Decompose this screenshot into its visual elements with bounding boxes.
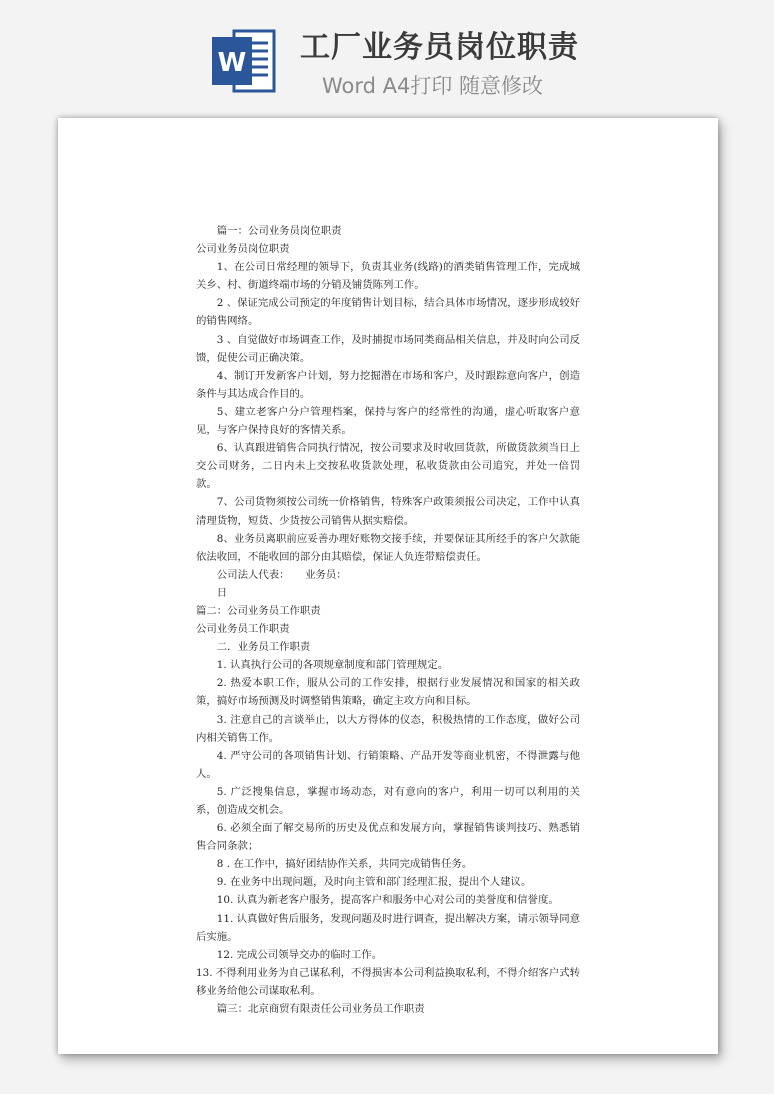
document-body [196,222,580,1018]
document-paragraph: 5. 广泛搜集信息，掌握市场动态，对有意向的客户，利用一切可以利用的关系，创造成交机会。 [196,785,580,816]
document-paragraph: 日 [216,586,228,599]
document-paragraph: 12. 完成公司领导交办的临时工作。 [216,948,383,961]
word-document-icon [208,25,280,97]
document-paragraph: 二．业务员工作职责 [216,641,311,654]
document-paragraph: 公司业务员岗位职责 [196,243,290,256]
document-paragraph: 8 . 在工作中，搞好团结协作关系，共同完成销售任务。 [216,858,473,871]
document-paragraph: 3 、自觉做好市场调查工作，及时捕捉市场同类商品相关信息，并及时向公司反馈，促使公司正确决策。 [196,333,580,364]
document-paragraph: 7、公司货物须按公司统一价格销售，特殊客户政策须报公司决定，工作中认真清理货物，短货、少货按公司销售从据实赔偿。 [196,496,580,527]
document-paragraph: 公司法人代表： 业务员： [216,568,347,581]
document-page [58,118,718,1054]
document-paragraph: 4、制订开发新客户计划，努力挖掘潜在市场和客户，及时跟踪意向客户，创造条件与其达成合作目的。 [196,369,580,400]
document-paragraph: 11. 认真做好售后服务，发现问题及时进行调查，提出解决方案，请示领导同意后实施。 [196,912,580,943]
document-paragraph: 1. 认真执行公司的各项规章制度和部门管理规定。 [216,659,449,672]
document-paragraph: 2. 热爱本职工作，服从公司的工作安排，根据行业发展情况和国家的相关政策，搞好市场预测及时调整销售策略，确定主攻方向和目标。 [196,677,580,708]
document-paragraph: 篇二：公司业务员工作职责 [196,604,321,617]
document-paragraph: 8、业务员离职前应妥善办理好账物交接手续，并要保证其所经手的客户欠款能依法收回，不能收回的部分由其赔偿，保证人负连带赔偿责任。 [196,532,580,563]
header-banner [0,0,774,118]
banner-title: 工厂业务员岗位职责 [300,30,579,65]
document-paragraph: 3. 注意自己的言谈举止，以大方得体的仪态，积极热情的工作态度，做好公司内相关销售工作。 [196,713,580,744]
document-paragraph: 6、认真跟进销售合同执行情况，按公司要求及时收回货款，所做货款须当日上交公司财务，二日内未上交按私收货款处理，私收货款由公司追究，并处一倍罚款。 [196,442,580,491]
document-paragraph: 5、建立老客户分户管理档案，保持与客户的经常性的沟通，虚心听取客户意见，与客户保持良好的客情关系。 [196,405,580,437]
document-paragraph: 2 、保证完成公司预定的年度销售计划目标，结合具体市场情况，逐步形成较好的销售网络。 [196,297,580,328]
document-paragraph: 篇一：公司业务员岗位职责 [216,225,342,237]
word-icon-letter: W [217,48,247,78]
document-paragraph: 13. 不得利用业务为自己谋私利，不得损害本公司利益换取私利，不得介绍客户式转移业务给他公司谋取私利。 [196,966,580,997]
banner-subtitle: Word A4打印 随意修改 [322,74,544,98]
document-paragraph: 公司业务员工作职责 [196,623,290,636]
document-paragraph: 1、在公司日常经理的领导下，负责其业务(线路)的酒类销售管理工作，完成城关乡、村、街道终端市场的分销及铺货陈列工作。 [196,261,580,292]
document-paragraph: 10. 认真为新老客户服务，提高客户和服务中心对公司的美誉度和信誉度。 [216,894,559,907]
document-paragraph: 4. 严守公司的各项销售计划、行销策略、产品开发等商业机密，不得泄露与他人。 [196,749,580,780]
document-paragraph: 6. 必须全面了解交易所的历史及优点和发展方向，掌握销售谈判技巧、熟悉销售合同条款； [196,822,580,853]
document-paragraph: 篇三：北京商贸有限责任公司业务员工作职责 [216,1003,425,1016]
document-paragraph: 9. 在业务中出现问题，及时向主管和部门经理汇报，提出个人建议。 [216,876,532,889]
